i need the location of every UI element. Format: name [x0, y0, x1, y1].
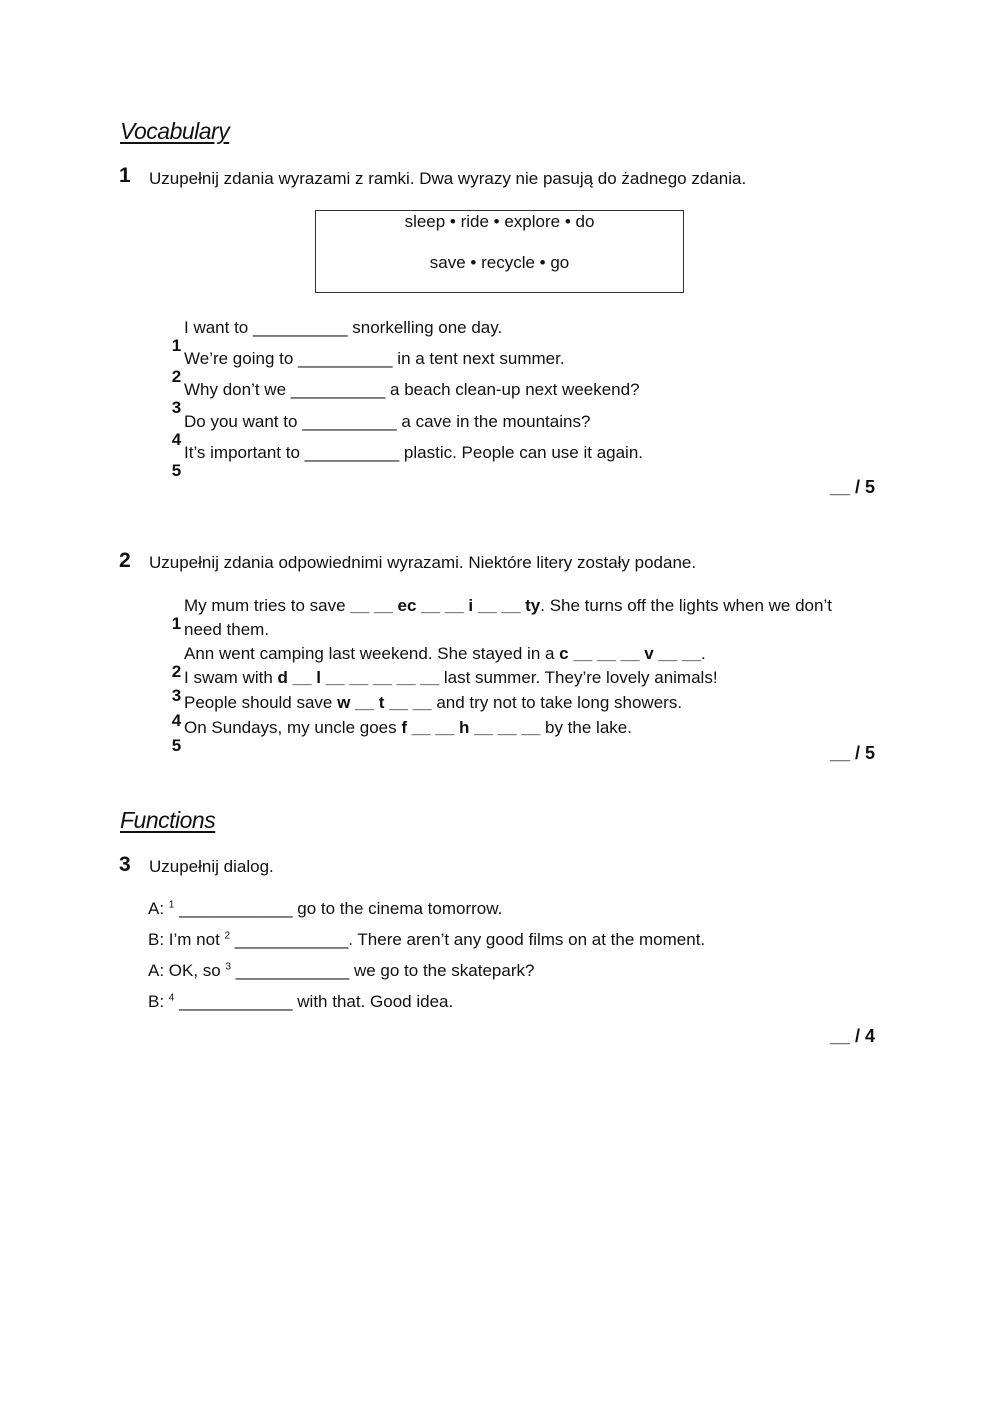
exercise-1-number: 1 — [119, 164, 131, 187]
letter-hint[interactable]: d __ l __ __ __ __ __ — [277, 668, 440, 687]
exercise-2-score: __ / 5 — [830, 743, 876, 763]
dialog-text-after: . There aren’t any good films on at the moment. — [348, 930, 706, 949]
exercise-1-item — [154, 443, 644, 499]
item-number: 1 — [171, 614, 182, 633]
item-number: 4 — [171, 430, 182, 449]
item-number: 3 — [171, 398, 182, 417]
dialog-line — [148, 961, 534, 981]
item-text-before: My mum tries to save — [184, 596, 351, 615]
speaker-label: A — [148, 961, 160, 980]
item-text-before: Why don’t we — [184, 380, 291, 399]
letter-hint[interactable]: c __ __ __ v __ __ — [559, 644, 701, 663]
dialog-line — [148, 992, 453, 1012]
letter-hint[interactable]: w __ t __ __ — [337, 693, 432, 712]
answer-blank[interactable]: __________ — [252, 318, 348, 337]
dialog-text-after: go to the cinema tomorrow. — [297, 899, 503, 918]
gap-number: 1 — [168, 899, 175, 911]
item-text-after: last summer. They’re lovely animals! — [439, 668, 718, 687]
dialog-text-before: : — [159, 899, 169, 918]
answer-blank[interactable]: ____________ — [230, 930, 349, 949]
item-text-after: . — [700, 644, 706, 663]
item-text-before: We’re going to — [184, 349, 299, 368]
speaker-label: A — [148, 899, 160, 918]
exercise-3-score: __ / 4 — [830, 1026, 876, 1046]
item-text-after: plastic. People can use it again. — [399, 443, 644, 462]
dialog-line — [148, 930, 705, 950]
item-text-continuation: need them. — [184, 620, 270, 639]
dialog-text-before: : I’m not — [159, 930, 225, 949]
item-text-before: People should save — [184, 693, 338, 712]
gap-number: 4 — [168, 992, 175, 1004]
item-text-after: snorkelling one day. — [347, 318, 503, 337]
answer-blank[interactable]: ____________ — [231, 961, 354, 980]
dialog-text-after: with that. Good idea. — [297, 992, 454, 1011]
word-box-line-2: save • recycle • go — [429, 253, 570, 272]
item-text-before: Do you want to — [184, 412, 303, 431]
exercise-3-instruction: Uzupełnij dialog. — [149, 857, 274, 876]
exercise-1-score: __ / 5 — [830, 477, 876, 497]
item-text-before: On Sundays, my uncle goes — [184, 718, 402, 737]
item-number: 2 — [171, 662, 182, 681]
speaker-label: B — [148, 992, 160, 1011]
answer-blank[interactable]: __________ — [290, 380, 386, 399]
exercise-2-number: 2 — [119, 549, 131, 572]
item-number: 2 — [171, 367, 182, 386]
gap-number: 3 — [225, 961, 232, 973]
item-text-before: I swam with — [184, 668, 278, 687]
dialog-line — [148, 899, 502, 919]
letter-hint[interactable]: f __ __ h __ __ __ — [401, 718, 541, 737]
item-text-after: a beach clean-up next weekend? — [385, 380, 640, 399]
section-title-functions: Functions — [120, 807, 216, 833]
answer-blank[interactable]: ____________ — [174, 992, 298, 1011]
item-text-after: a cave in the mountains? — [396, 412, 591, 431]
item-number: 1 — [171, 336, 182, 355]
gap-number: 2 — [224, 930, 231, 942]
answer-blank[interactable]: __________ — [304, 443, 400, 462]
speaker-label: B — [148, 930, 160, 949]
item-text-after: . She turns off the lights when we don’t — [540, 596, 832, 615]
item-text-before: Ann went camping last weekend. She stayed in a — [184, 644, 560, 663]
item-number: 5 — [171, 736, 182, 755]
exercise-2-item — [154, 718, 632, 774]
exercise-3-number: 3 — [119, 853, 131, 876]
item-text-after: in a tent next summer. — [392, 349, 565, 368]
word-box-line-1: sleep • ride • explore • do — [404, 212, 595, 231]
letter-hint[interactable]: __ __ ec __ __ i __ __ ty — [350, 596, 541, 615]
answer-blank[interactable]: __________ — [302, 412, 397, 431]
item-text-before: It’s important to — [184, 443, 305, 462]
item-number: 3 — [171, 686, 182, 705]
item-number: 5 — [171, 461, 182, 480]
answer-blank[interactable]: __________ — [298, 349, 393, 368]
dialog-text-after: we go to the skatepark? — [353, 961, 535, 980]
exercise-1-instruction: Uzupełnij zdania wyrazami z ramki. Dwa wyrazy nie pasują do żadnego zdania. — [149, 169, 747, 188]
dialog-text-before: : OK, so — [159, 961, 226, 980]
exercise-2-instruction: Uzupełnij zdania odpowiednimi wyrazami. Niektóre litery zostały podane. — [149, 553, 697, 572]
item-number: 4 — [171, 711, 182, 730]
item-text-after: by the lake. — [540, 718, 632, 737]
item-text-before: I want to — [184, 318, 253, 337]
word-box — [315, 210, 684, 293]
item-text-after: and try not to take long showers. — [431, 693, 683, 712]
answer-blank[interactable]: ____________ — [174, 899, 298, 918]
dialog-text-before: : — [159, 992, 169, 1011]
section-title-vocabulary: Vocabulary — [120, 118, 230, 144]
